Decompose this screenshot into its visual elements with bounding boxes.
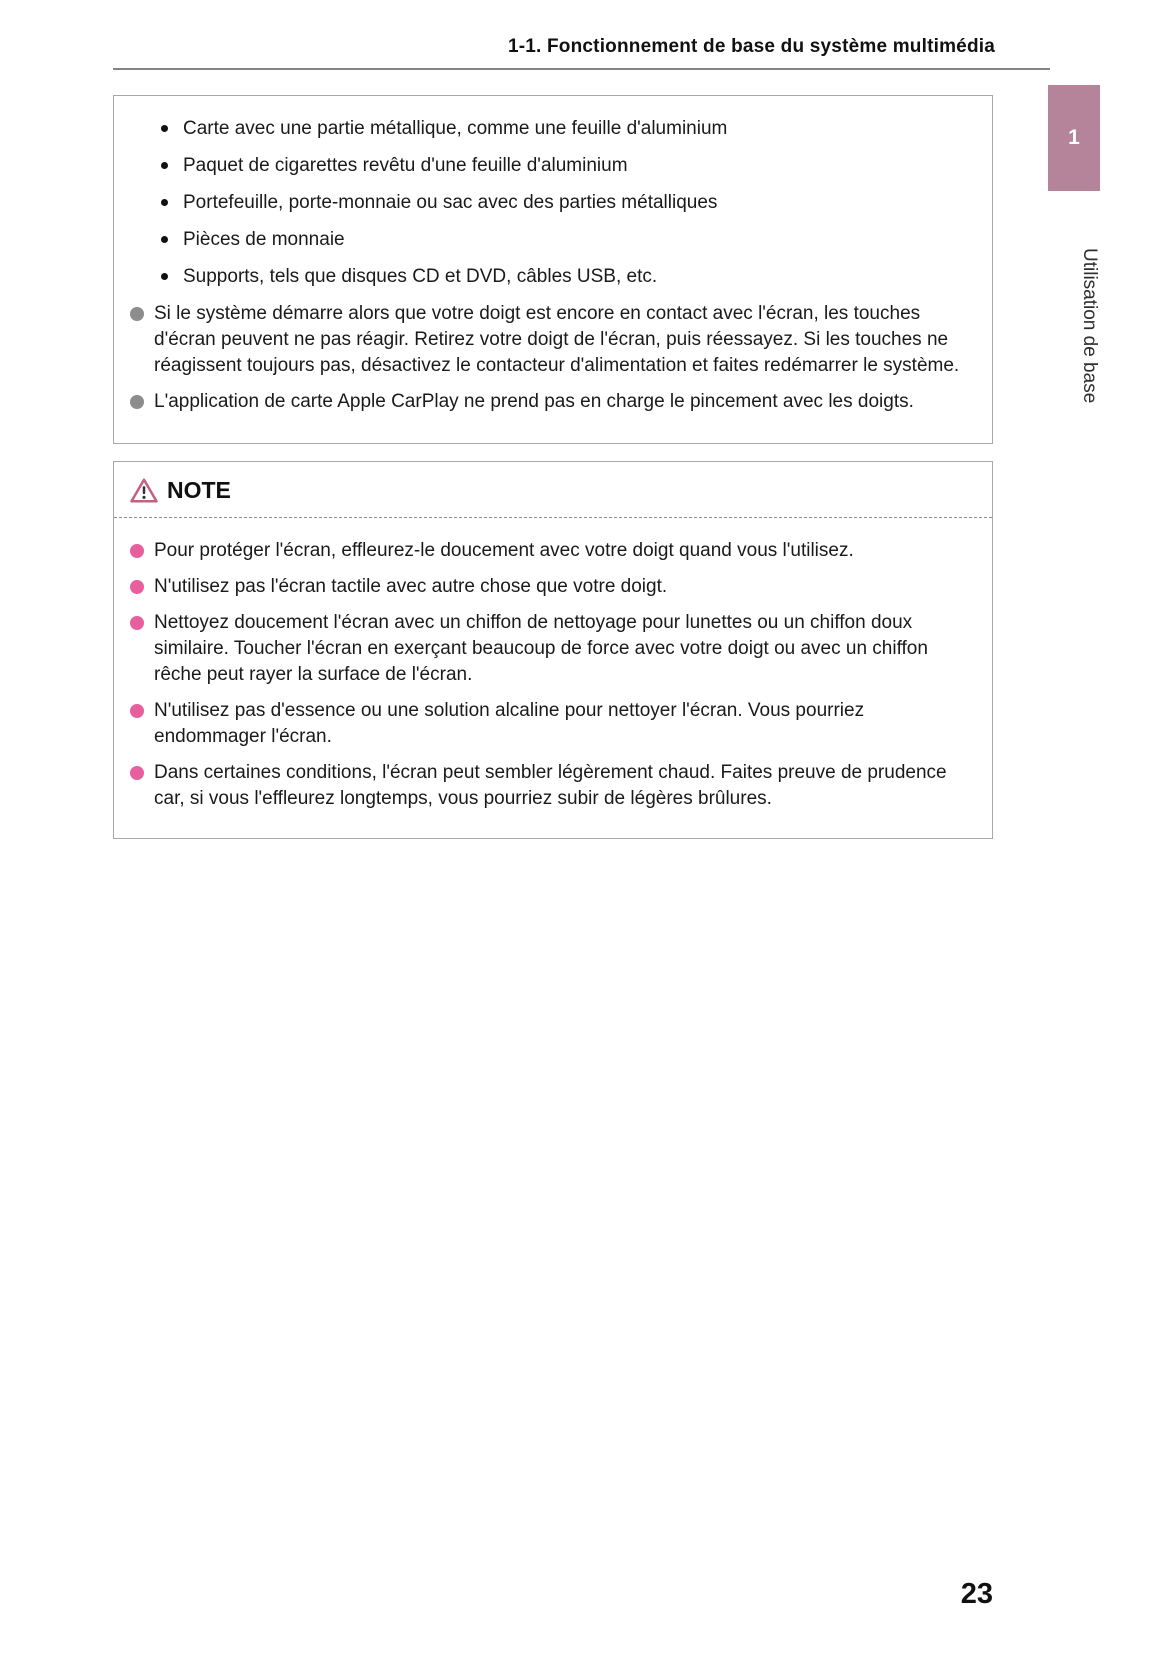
chapter-number: 1 [1068, 126, 1080, 149]
list-item-text: Si le système démarre alors que votre doigt est encore en contact avec l'écran, les touches d'écran peuvent ne pas réagir. Retirez votre doigt de l'écran, puis réessayez. Si les touches ne réagissent toujours pas, désactivez le contacteur d'alimentation et faites redémarrer le système. [154, 303, 960, 376]
header-divider [113, 68, 1050, 70]
list-item [130, 116, 966, 141]
list-item [130, 574, 966, 600]
list-item-text: Paquet de cigarettes revêtu d'une feuille d'aluminium [183, 155, 628, 176]
list-item [130, 190, 966, 215]
list-item [130, 301, 966, 379]
page-number: 23 [960, 1578, 993, 1610]
note-header [114, 462, 992, 518]
metal-objects-list [130, 116, 966, 289]
circle-bullet-icon [130, 616, 144, 630]
note-box [113, 461, 993, 839]
list-item-text: N'utilisez pas l'écran tactile avec autre chose que votre doigt. [154, 576, 668, 597]
dot-bullet-icon [161, 125, 168, 132]
main-content [113, 95, 993, 839]
list-item [130, 698, 966, 750]
info-box [113, 95, 993, 444]
list-item-text: Pièces de monnaie [183, 229, 345, 250]
list-item [130, 610, 966, 688]
dot-bullet-icon [161, 273, 168, 280]
list-item-text: Dans certaines conditions, l'écran peut sembler légèrement chaud. Faites preuve de prudence car, si vous l'effleurez longtemps, vous pourriez subir de légères brûlures. [154, 762, 947, 809]
chapter-tab [1048, 85, 1100, 191]
list-item [130, 153, 966, 178]
list-item-text: N'utilisez pas d'essence ou une solution alcaline pour nettoyer l'écran. Vous pourriez endommager l'écran. [154, 700, 865, 747]
list-item [130, 227, 966, 252]
list-item [130, 389, 966, 415]
circle-bullet-icon [130, 580, 144, 594]
note-body [114, 518, 992, 838]
dot-bullet-icon [161, 162, 168, 169]
list-item-text: Pour protéger l'écran, effleurez-le doucement avec votre doigt quand vous l'utilisez. [154, 540, 854, 561]
chapter-label: Utilisation de base [1079, 248, 1100, 404]
list-item-text: Carte avec une partie métallique, comme une feuille d'aluminium [183, 118, 728, 139]
page-header: 1-1. Fonctionnement de base du système multimédia [507, 36, 995, 57]
list-item-text: Supports, tels que disques CD et DVD, câbles USB, etc. [183, 266, 658, 287]
dot-bullet-icon [161, 199, 168, 206]
circle-bullet-icon [130, 395, 144, 409]
warning-triangle-icon [130, 478, 158, 503]
circle-bullet-icon [130, 766, 144, 780]
list-item [130, 264, 966, 289]
circle-bullet-icon [130, 544, 144, 558]
list-item-text: Nettoyez doucement l'écran avec un chiffon de nettoyage pour lunettes ou un chiffon doux similaire. Toucher l'écran en exerçant beaucoup de force avec votre doigt ou avec un chiffon rêche peut rayer la surface de l'écran. [154, 612, 928, 685]
note-title: NOTE [167, 477, 231, 503]
info-bullet-list [130, 301, 966, 415]
circle-bullet-icon [130, 704, 144, 718]
list-item-text: L'application de carte Apple CarPlay ne prend pas en charge le pincement avec les doigts. [154, 391, 914, 412]
dot-bullet-icon [161, 236, 168, 243]
list-item [130, 538, 966, 564]
note-bullet-list [130, 538, 966, 812]
circle-bullet-icon [130, 307, 144, 321]
list-item [130, 760, 966, 812]
list-item-text: Portefeuille, porte-monnaie ou sac avec des parties métalliques [183, 192, 718, 213]
